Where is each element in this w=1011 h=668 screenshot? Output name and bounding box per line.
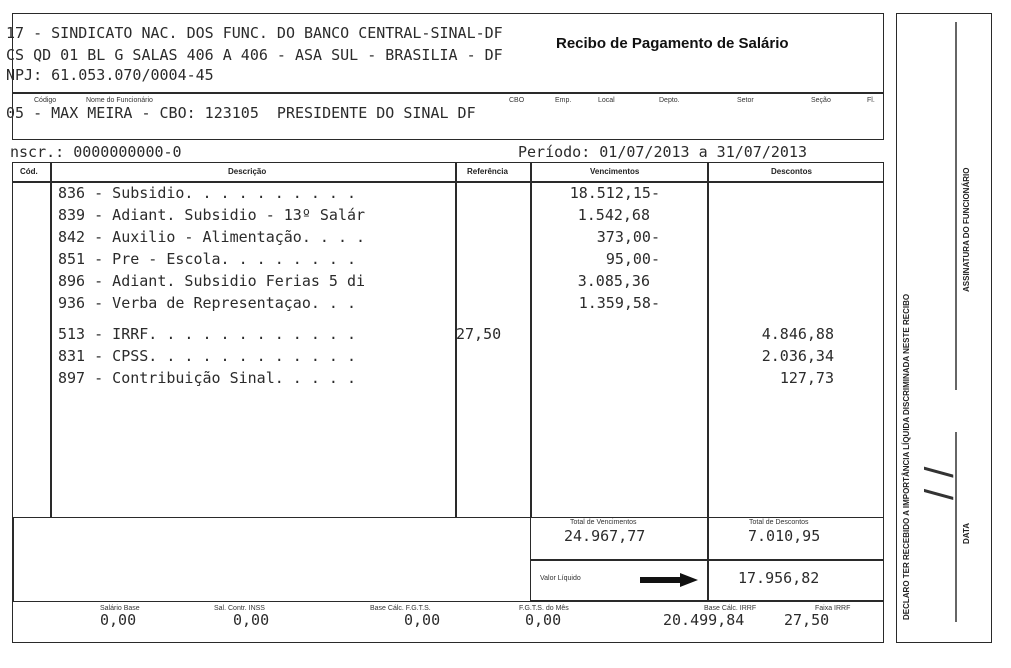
base-fgts: 0,00 (404, 611, 441, 629)
label-codigo: Código (34, 97, 57, 104)
label-fl: Fl. (867, 97, 875, 104)
table-row-vencimento: 3.085,36 (577, 272, 650, 290)
declaro-text: DECLARO TER RECEBIDO A IMPORTÂNCIA LÍQUIDA DISCRIMINADA NESTE RECIBO (902, 293, 911, 620)
salario-base-label: Salário Base (100, 605, 140, 612)
date-line (955, 432, 957, 622)
periodo: Período: 01/07/2013 a 31/07/2013 (518, 143, 807, 161)
company-address: CS QD 01 BL G SALAS 406 A 406 - ASA SUL - BRASILIA - DF (6, 46, 503, 64)
table-row-referencia: 27,50 (456, 325, 502, 343)
label-local: Local (598, 97, 615, 104)
total-vencimentos: 24.967,77 (564, 527, 646, 545)
sal-contr-inss: 0,00 (233, 611, 270, 629)
base-irrf: 20.499,84 (663, 611, 745, 629)
total-descontos-label: Total de Descontos (749, 519, 809, 526)
table-row-description: 851 - Pre - Escola. . . . . . . . (58, 250, 357, 268)
table-row-vencimento: 95,00- (605, 250, 660, 268)
receipt-title: Recibo de Pagamento de Salário (556, 35, 789, 52)
label-nome: Nome do Funcionário (86, 97, 153, 104)
table-row-vencimento: 1.359,58- (578, 294, 660, 312)
arrow-right-icon (640, 572, 698, 592)
sal-contr-inss-label: Sal. Contr. INSS (214, 605, 265, 612)
label-secao: Seção (811, 97, 831, 104)
fgts-mes-label: F.G.T.S. do Mês (519, 605, 569, 612)
table-row-vencimento: 373,00- (596, 228, 660, 246)
label-setor: Setor (737, 97, 754, 104)
assinatura-label: ASSINATURA DO FUNCIONÁRIO (962, 167, 971, 292)
table-row-description: 513 - IRRF. . . . . . . . . . . . (58, 325, 357, 343)
fgts-mes: 0,00 (525, 611, 562, 629)
faixa-irrf-label: Faixa IRRF (815, 605, 851, 612)
faixa-irrf: 27,50 (784, 611, 830, 629)
table-row-description: 839 - Adiant. Subsidio - 13º Salár (58, 206, 366, 224)
col-header-descontos: Descontos (771, 167, 812, 176)
table-row-vencimento: 1.542,68 (577, 206, 650, 224)
company-cnpj: NPJ: 61.053.070/0004-45 (6, 66, 214, 84)
date-slashes: / / (918, 466, 962, 500)
table-row-vencimento: 18.512,15- (569, 184, 660, 202)
company-name: 17 - SINDICATO NAC. DOS FUNC. DO BANCO CENTRAL-SINAL-DF (6, 24, 503, 42)
salario-base: 0,00 (100, 611, 137, 629)
inscricao: nscr.: 0000000000-0 (10, 143, 182, 161)
label-depto: Depto. (659, 97, 680, 104)
base-fgts-label: Base Cálc. F.G.T.S. (370, 605, 431, 612)
table-row-description: 897 - Contribuição Sinal. . . . . (58, 369, 357, 387)
table-row-desconto: 127,73 (779, 369, 834, 387)
total-vencimentos-label: Total de Vencimentos (570, 519, 637, 526)
table-row-description: 936 - Verba de Representaçao. . . (58, 294, 357, 312)
valor-liquido-label: Valor Líquido (540, 575, 581, 582)
table-row-desconto: 4.846,88 (761, 325, 834, 343)
data-label: DATA (962, 522, 971, 544)
table-row-description: 896 - Adiant. Subsidio Ferias 5 di (58, 272, 366, 290)
total-descontos: 7.010,95 (748, 527, 821, 545)
col-header-descricao: Descrição (228, 167, 267, 176)
base-irrf-label: Base Cálc. IRRF (704, 605, 757, 612)
table-row-description: 842 - Auxilio - Alimentação. . . . (58, 228, 366, 246)
col-header-vencimentos: Vencimentos (590, 167, 640, 176)
label-cbo: CBO (509, 97, 525, 104)
table-row-description: 831 - CPSS. . . . . . . . . . . . (58, 347, 357, 365)
label-emp: Emp. (555, 97, 572, 104)
col-header-cod: Cód. (20, 167, 38, 176)
valor-liquido: 17.956,82 (738, 569, 820, 587)
table-row-description: 836 - Subsidio. . . . . . . . . . (58, 184, 357, 202)
col-header-referencia: Referência (467, 167, 508, 176)
employee-info: 05 - MAX MEIRA - CBO: 123105 PRESIDENTE DO SINAL DF (6, 104, 476, 122)
signature-line (955, 22, 957, 390)
table-row-desconto: 2.036,34 (761, 347, 834, 365)
